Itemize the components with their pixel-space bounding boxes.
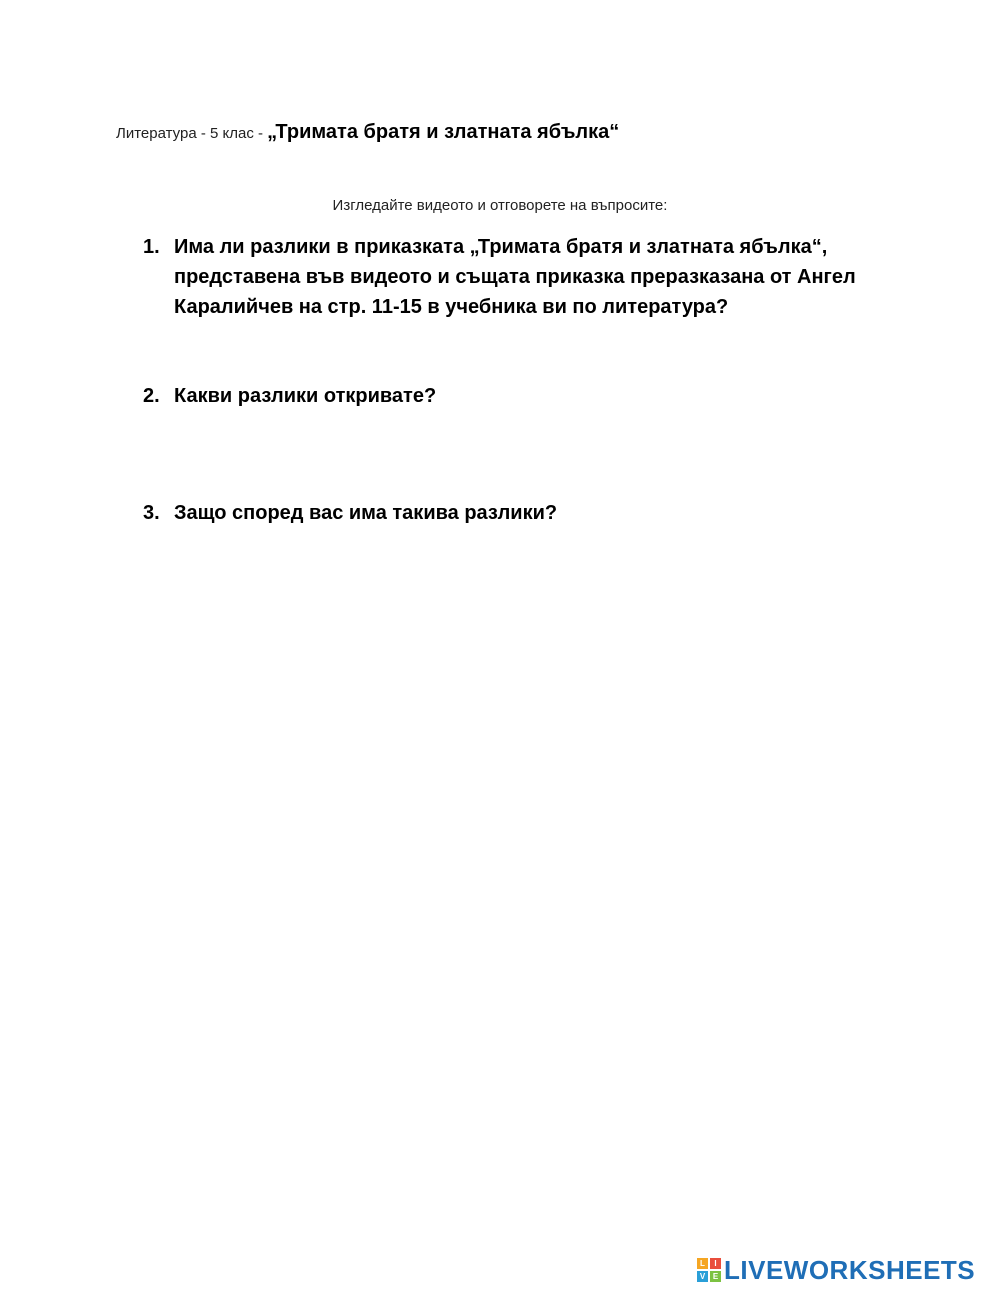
logo-mark-icon (697, 1258, 721, 1282)
question-3 (143, 498, 873, 528)
question-number: 2. (143, 385, 160, 407)
question-text: Какви разлики откривате? (174, 385, 437, 407)
question-number: 3. (143, 502, 160, 524)
worksheet-title: „Тримата братя и златната ябълка“ (267, 121, 620, 143)
logo-mark-cell: I (710, 1258, 721, 1269)
instruction-text: Изгледайте видеото и отговорете на въпросите: (332, 197, 668, 214)
question-number: 1. (143, 236, 160, 258)
liveworksheets-logo (697, 1256, 975, 1284)
question-text: Защо според вас има такива разлики? (174, 502, 558, 524)
logo-text: LIVEWORKSHEETS (724, 1255, 976, 1285)
question-2 (143, 381, 873, 411)
question-text: Има ли разлики в приказката „Тримата братя и златната ябълка“, представена във видеото и същата приказка преразказана от Ангел Каралийчев на стр. 11-15 в учебника ви по литература? (174, 236, 856, 318)
logo-mark-cell: L (697, 1258, 708, 1269)
question-1 (143, 232, 873, 322)
worksheet-header (116, 118, 619, 148)
subject-label: Литература - 5 клас - (116, 125, 268, 142)
logo-mark-cell: V (697, 1271, 708, 1282)
logo-mark-cell: E (710, 1271, 721, 1282)
